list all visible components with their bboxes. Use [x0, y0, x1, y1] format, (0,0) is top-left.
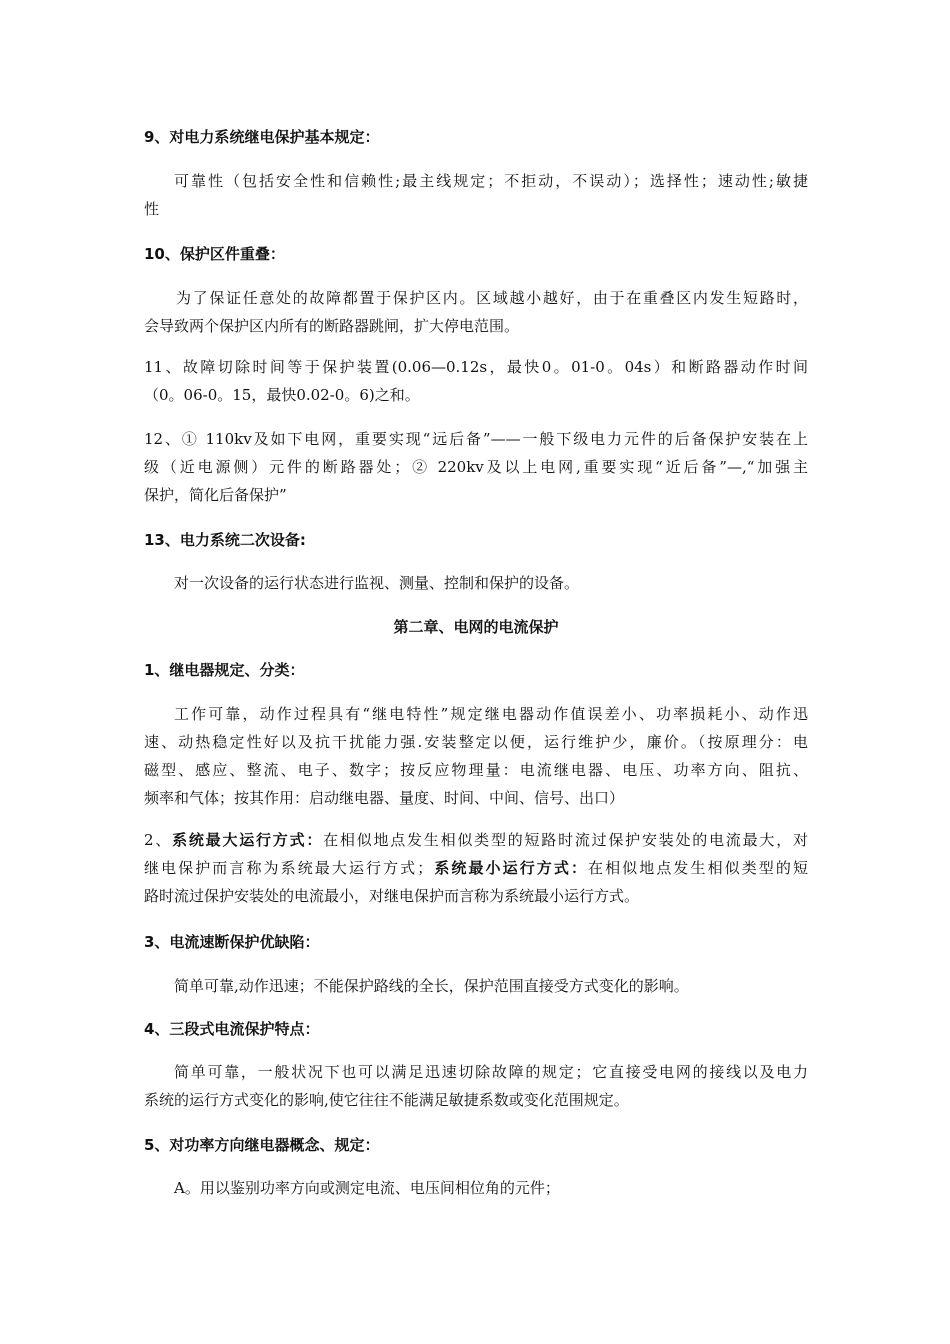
- paragraph-line: 11、故障切除时间等于保护装置(0.06—0.12s，最快0。01-0。04s）和断路器动作时间: [144, 358, 808, 376]
- paragraph-line: 工作可靠，动作过程具有“继电特性”规定继电器动作值误差小、功率损耗小、动作迅: [174, 705, 808, 723]
- heading-c4: 4、三段式电流保护特点：: [144, 1020, 320, 1038]
- item-number: 2、: [144, 831, 173, 849]
- paragraph-c1: [144, 700, 808, 812]
- paragraph-line: 性: [144, 200, 160, 218]
- definition-text: 在相似地点发生相似类型的短路时流过保护安装处的电流最大，对: [323, 831, 808, 849]
- paragraph-line: 路时流过保护安装处的电流最小，对继电保护而言称为系统最小运行方式。: [144, 887, 640, 905]
- paragraph-line: 保护，简化后备保护”: [144, 486, 287, 504]
- paragraph-line: A。用以鉴别功率方向或测定电流、电压间相位角的元件；: [174, 1179, 560, 1197]
- paragraph-13: [144, 569, 808, 597]
- paragraph-line: （0。06-0。15，最快0.02-0。6)之和。: [144, 386, 420, 404]
- term-min-mode: 系统最小运行方式：: [432, 859, 589, 877]
- paragraph-11: [144, 353, 808, 409]
- paragraph-9: [144, 167, 808, 223]
- paragraph-line: 对一次设备的运行状态进行监视、测量、控制和保护的设备。: [174, 574, 580, 592]
- paragraph-line: 简单可靠，一般状况下也可以满足迅速切除故障的规定；它直接受电网的接线以及电力: [174, 1063, 808, 1081]
- paragraph-10: [144, 284, 808, 340]
- paragraph-line: 会导致两个保护区内所有的断路器跳闸，扩大停电范围。: [144, 317, 520, 335]
- heading-c1: 1、继电器规定、分类：: [144, 661, 305, 679]
- paragraph-line: 简单可靠,动作迅速；不能保护路线的全长，保护范围直接受方式变化的影响。: [174, 977, 689, 995]
- paragraph-line: [144, 854, 808, 882]
- paragraph-c2: [144, 826, 808, 910]
- term-max-mode: 系统最大运行方式：: [172, 831, 324, 849]
- heading-10: 10、保护区件重叠：: [144, 245, 285, 263]
- heading-c5: 5、对功率方向继电器概念、规定：: [144, 1136, 380, 1154]
- paragraph-line: 磁型、感应、整流、电子、数字；按反应物理量：电流继电器、电压、功率方向、阻抗、: [144, 761, 808, 779]
- paragraph-line: 可靠性（包括安全性和信赖性;最主线规定；不拒动，不误动）；选择性；速动性;敏捷: [174, 172, 808, 190]
- paragraph-c5: [144, 1174, 808, 1202]
- paragraph-c3: [144, 972, 808, 1000]
- paragraph-line: 系统的运行方式变化的影响,使它往往不能满足敏捷系数或变化范围规定。: [144, 1091, 629, 1109]
- definition-text: 继电保护而言称为系统最大运行方式；: [144, 859, 433, 877]
- heading-13: 13、电力系统二次设备:: [144, 531, 306, 549]
- paragraph-line: 12、① 110kv及如下电网，重要实现“远后备”——一般下级电力元件的后备保护安装在上: [144, 430, 808, 448]
- heading-9: 9、对电力系统继电保护基本规定：: [144, 128, 380, 146]
- paragraph-line: 为了保证任意处的故障都置于保护区内。区域越小越好，由于在重叠区内发生短路时，: [176, 289, 808, 307]
- paragraph-line: 频率和气体；按其作用：启动继电器、量度、时间、中间、信号、出口）: [144, 789, 625, 807]
- heading-c3: 3、电流速断保护优缺陷：: [144, 933, 320, 951]
- paragraph-line: [144, 826, 808, 854]
- paragraph-line: 级（近电源侧）元件的断路器处；② 220kv及以上电网,重要实现“近后备”—,“加强主: [144, 458, 808, 476]
- chapter-title: 第二章、电网的电流保护: [393, 618, 559, 636]
- paragraph-12: [144, 425, 808, 509]
- paragraph-c4: [144, 1058, 808, 1114]
- definition-text: 在相似地点发生相似类型的短: [588, 859, 808, 877]
- paragraph-line: 速、动热稳定性好以及抗干扰能力强.安装整定以便，运行维护少，廉价。（按原理分：电: [144, 733, 808, 751]
